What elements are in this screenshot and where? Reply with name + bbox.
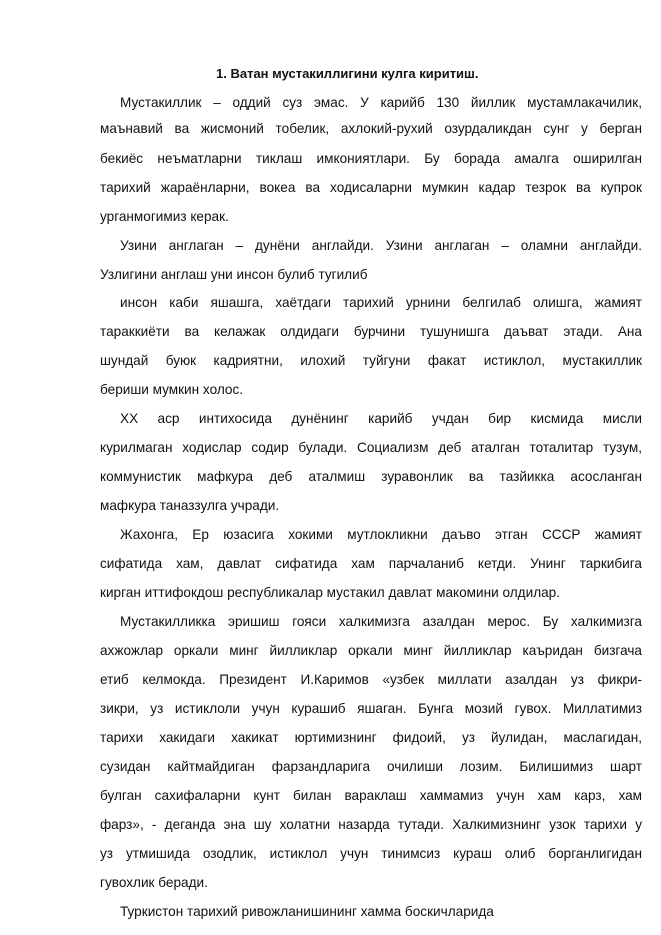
text-line: Узини англаган – дунёни англайди. Узини англаган – оламни англайди.: [120, 238, 642, 253]
text-line: сузидан кайтмайдиган фарзандларига очилиши лозим. Билишимиз шарт: [100, 759, 642, 774]
text-line: Мустакилликка эришиш гояси халкимизга азалдан мерос. Бу халкимизга: [120, 614, 642, 629]
text-line: уз утмишида озодлик, истиклол учун тинимсиз кураш олиб борганлигидан: [100, 846, 642, 861]
text-line: маънавий ва жисмоний тобелик, ахлокий-рухий озурдаликдан сунг у берган: [100, 121, 642, 136]
text-line: Мустакиллик – оддий суз эмас. У карийб 130 йиллик мустамлакачилик,: [120, 95, 642, 110]
text-line: гувохлик беради.: [100, 875, 208, 890]
text-line: зикри, уз истиклоли учун курашиб яшаган. Бунга мозий гувох. Миллатимиз: [100, 701, 642, 716]
text-line: урганмогимиз керак.: [100, 209, 229, 224]
text-line: кирган иттифокдош республикалар мустакил давлат макомини олдилар.: [100, 585, 561, 600]
text-line: сифатида хам, давлат сифатида хам парчаланиб кетди. Унинг таркибига: [100, 556, 642, 571]
text-line: фарз», - деганда эна шу холатни назарда тутади. Халкимизнинг узок тарихи у: [100, 817, 642, 832]
text-line: тарихий жараёнларни, вокеа ва ходисаларни мумкин кадар тезрок ва купрок: [100, 180, 642, 195]
text-line: Узлигини англаш уни инсон булиб тугилиб: [100, 267, 368, 282]
text-line: булган сахифаларни кунт билан вараклаш хаммамиз учун хам карз, хам: [100, 788, 642, 803]
text-line: XX аср интихосида дунёнинг карийб учдан бир кисмида мисли: [120, 411, 642, 426]
text-line: тарихи хакидаги хакикат юртимизнинг фидоий, уз йулидан, маслагидан,: [100, 730, 642, 745]
text-line: бекиёс неъматларни тиклаш имкониятлари. Бу борада амалга оширилган: [100, 151, 642, 166]
text-line: бериши мумкин холос.: [100, 382, 244, 397]
text-line: коммунистик мафкура деб аталмиш зуравонлик ва тазйикка асосланган: [100, 469, 642, 484]
text-line: курилмаган ходислар содир булади. Социализм деб аталган тоталитар тузум,: [100, 440, 642, 455]
text-line: инсон каби яшашга, хаётдаги тарихий урнини белгилаб олишга, жамият: [120, 295, 642, 310]
text-line: ахжожлар оркали минг йилликлар оркали минг йилликлар каъридан бизгача: [100, 643, 642, 658]
text-line: Туркистон тарихий ривожланишининг хамма боскичларида: [120, 904, 494, 919]
text-line: мафкура таназзулга учради.: [100, 498, 280, 513]
text-line: шундай буюк кадриятни, илохий туйгуни факат истиклол, мустакиллик: [100, 353, 642, 368]
text-line: тараккиёти ва келажак олдидаги бурчини тушунишга даъват этади. Ана: [100, 324, 642, 339]
text-line: етиб келмокда. Президент И.Каримов «узбек миллати азалдан уз фикри-: [100, 672, 642, 687]
section-heading: 1. Ватан мустакиллигини кулга киритиш.: [216, 66, 479, 81]
text-line: Жахонга, Ер юзасига хокими мутлокликни даъво этган СССР жамият: [120, 527, 642, 542]
